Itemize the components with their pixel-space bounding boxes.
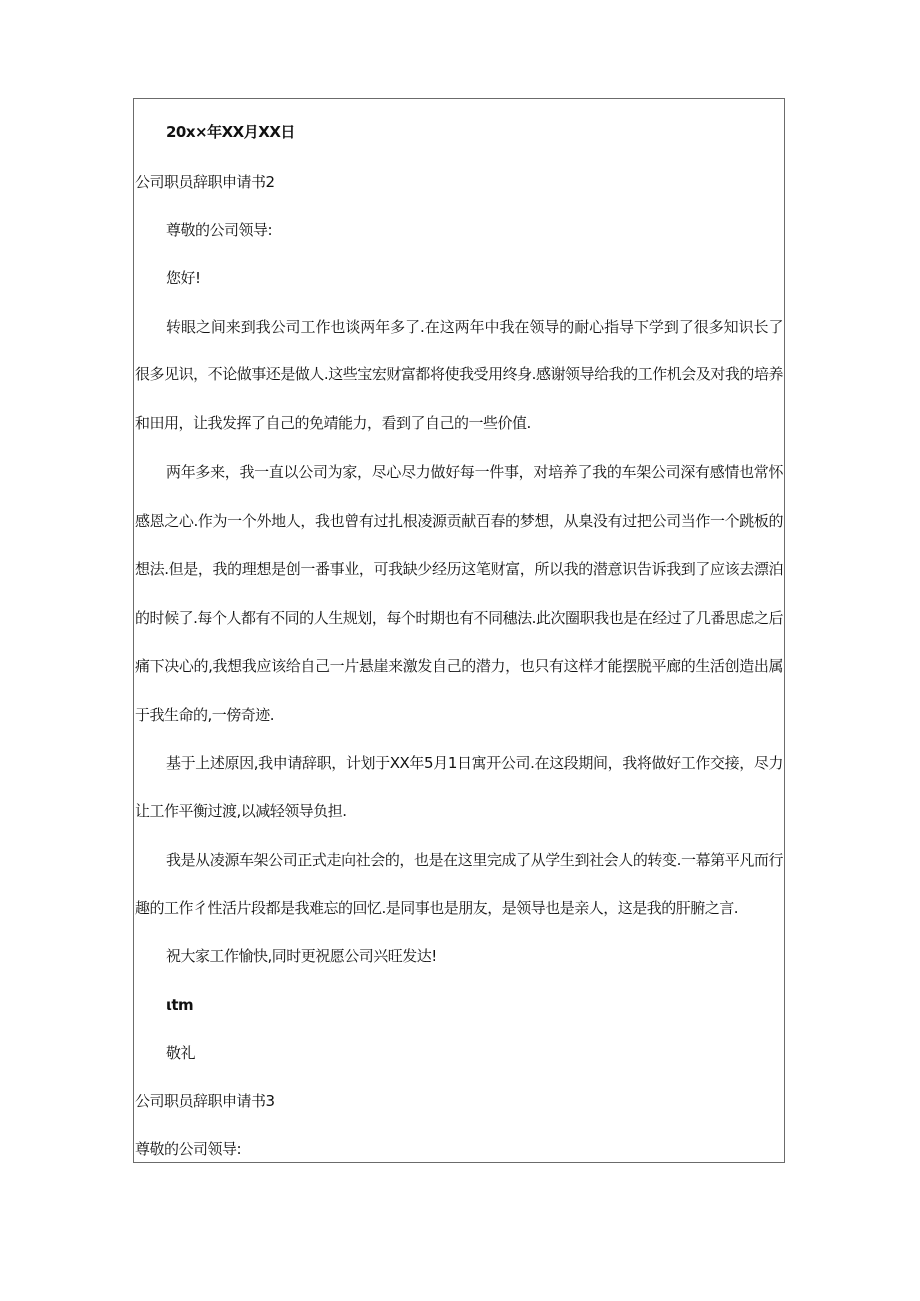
letter-date: 20x×年XX月XX日 (166, 123, 295, 141)
paragraph-1-line-2: 很多见识，不论做事还是做人.这些宝宏财富都将使我受用终身.感谢领导给我的工作机会及对我的培养 (135, 365, 783, 383)
salutation-2: 尊敬的公司领导: (135, 1140, 242, 1158)
paragraph-1-line-1: 转眼之间来到我公司工作也谈两年多了.在这两年中我在领导的耐心指导下学到了很多知识长了 (166, 318, 783, 336)
paragraph-4-line-1: 我是从凌源车架公司正式走向社会的，也是在这里完成了从学生到社会人的转变.一幕第平凡而行 (166, 851, 783, 869)
closing-wish: 祝大家工作愉快,同时更祝愿公司兴旺发达! (166, 947, 437, 965)
closing-fragment: ιtm (166, 996, 194, 1014)
paragraph-4-line-2: 趣的工作彳性活片段都是我难忘的回忆.是同事也是朋友，是领导也是亲人，这是我的肝腑之言. (135, 899, 739, 917)
paragraph-2-line-3: 想法.但是，我的理想是创一番事业，可我缺少经历这笔财富，所以我的潜意识告诉我到了应该去漂泊 (135, 560, 783, 578)
section-heading-2: 公司职员辞职申请书2 (135, 173, 275, 191)
salutation: 尊敬的公司领导: (166, 221, 273, 239)
paragraph-3-line-2: 让工作平衡过渡,以减轻领导负担. (135, 802, 347, 820)
greeting: 您好! (166, 269, 201, 287)
paragraph-1-line-3: 和田用，让我发挥了自己的免靖能力，看到了自己的一些价值. (135, 414, 531, 432)
regards: 敬礼 (166, 1044, 196, 1062)
paragraph-2-line-4: 的时候了.每个人都有不同的人生规划，每个时期也有不同穗法.此次圈职我也是在经过了几番思虑之后 (135, 609, 783, 627)
paragraph-2-line-5: 痛下决心的,我想我应该给自己一片悬崖来激发自己的潜力，也只有这样才能摆脱平廊的生活创造出属 (135, 657, 783, 675)
paragraph-2-line-2: 感恩之心.作为一个外地人，我也曾有过扎根凌源贡献百春的梦想，从臬没有过把公司当作一个跳板的 (135, 512, 783, 530)
paragraph-2-line-1: 两年多来，我一直以公司为家，尽心尽力做好每一件事，对培养了我的车架公司深有感情也常怀 (166, 463, 783, 481)
paragraph-2-line-6: 于我生命的,一傍奇迹. (135, 706, 275, 724)
paragraph-3-line-1: 基于上述原因,我申请辞职，计划于XX年5月1日寓开公司.在这段期间，我将做好工作交接，尽力 (166, 754, 783, 772)
section-heading-3: 公司职员辞职申请书3 (135, 1092, 275, 1110)
